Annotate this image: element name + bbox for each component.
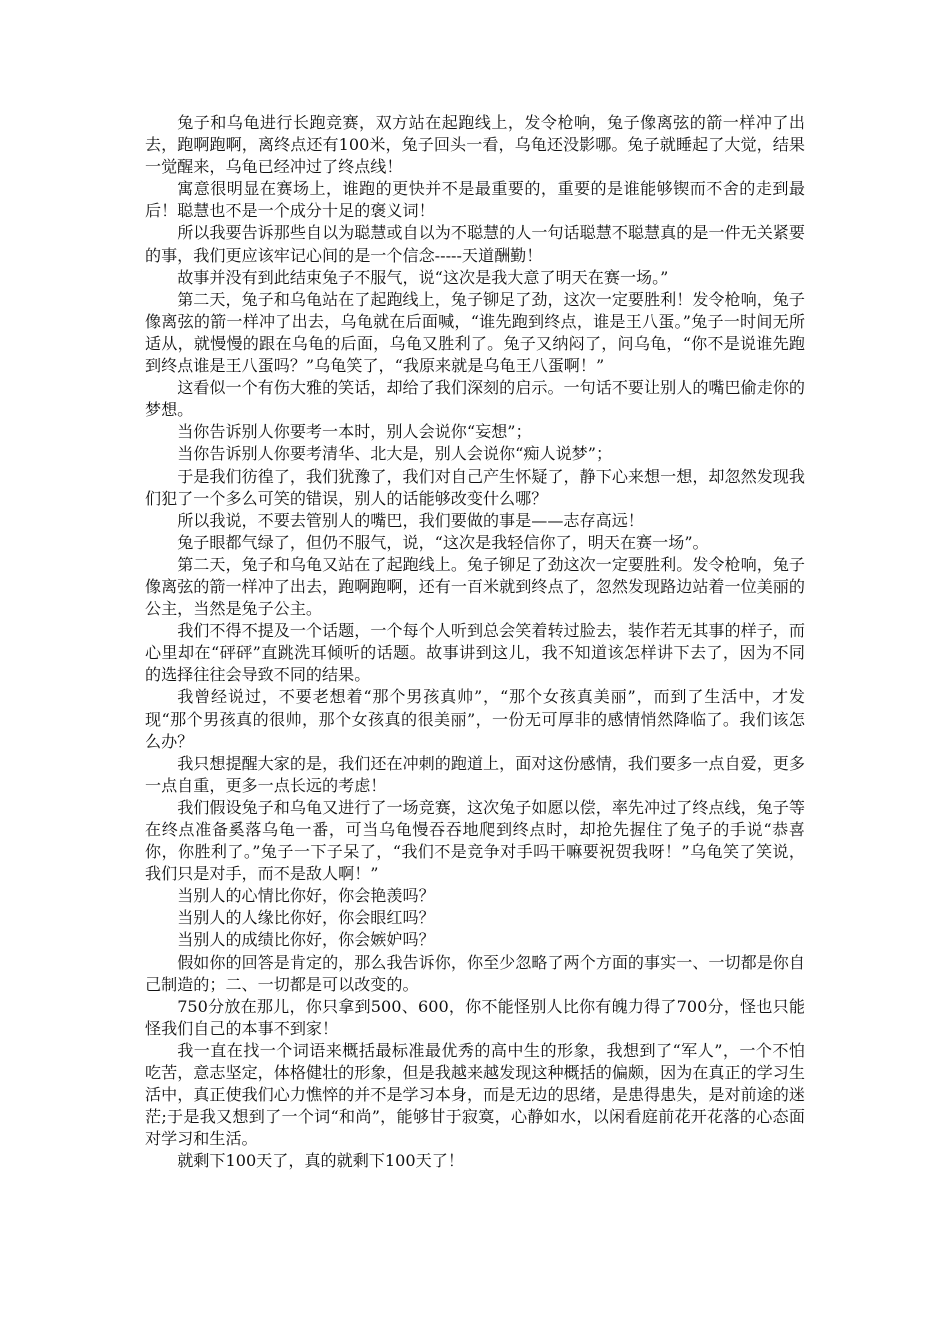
document-body: [145, 112, 805, 1173]
paragraph: 第二天，兔子和乌龟站在了起跑线上，兔子铆足了劲，这次一定要胜利！发令枪响，兔子像离弦的箭一样冲了出去，乌龟就在后面喊，“谁先跑到终点，谁是王八蛋。”兔子一时间无所适从，就慢慢的跟在乌龟的后面，乌龟又胜利了。兔子又纳闷了，问乌龟，“你不是说谁先跑到终点谁是王八蛋吗？”乌龟笑了，“我原来就是乌龟王八蛋啊！”: [145, 289, 805, 376]
paragraph: 750分放在那儿，你只拿到500、600，你不能怪别人比你有魄力得了700分，怪也只能怪我们自己的本事不到家！: [145, 996, 805, 1038]
paragraph: 于是我们彷徨了，我们犹豫了，我们对自己产生怀疑了，静下心来想一想，却忽然发现我们犯了一个多么可笑的错误，别人的话能够改变什么哪？: [145, 466, 805, 508]
paragraph: 故事并没有到此结束兔子不服气，说“这次是我大意了明天在赛一场。”: [177, 267, 669, 287]
paragraph: 当你告诉别人你要考一本时，别人会说你“妄想”；: [177, 422, 532, 442]
paragraph: 当别人的成绩比你好，你会嫉妒吗？: [177, 930, 435, 950]
paragraph: 当你告诉别人你要考清华、北大是，别人会说你“痴人说梦”；: [177, 444, 613, 464]
paragraph: 我们假设兔子和乌龟又进行了一场竞赛，这次兔子如愿以偿，率先冲过了终点线，兔子等在终点准备奚落乌龟一番，可当乌龟慢吞吞地爬到终点时，却抢先握住了兔子的手说“恭喜你，你胜利了。”兔子一下子呆了，“我们不是竞争对手吗干嘛要祝贺我呀！”乌龟笑了笑说，我们只是对手，而不是敌人啊！”: [145, 797, 805, 884]
paragraph: 兔子眼都气绿了，但仍不服气，说，“这次是我轻信你了，明天在赛一场”。: [177, 532, 709, 552]
paragraph: 第二天，兔子和乌龟又站在了起跑线上。兔子铆足了劲这次一定要胜利。发令枪响，兔子像离弦的箭一样冲了出去，跑啊跑啊，还有一百米就到终点了，忽然发现路边站着一位美丽的公主，当然是兔子公主。: [145, 554, 805, 619]
paragraph: 就剩下100天了，真的就剩下100天了！: [177, 1151, 464, 1171]
paragraph: 寓意很明显在赛场上，谁跑的更快并不是最重要的，重要的是谁能够锲而不舍的走到最后！聪慧也不是一个成分十足的褒义词！: [145, 179, 805, 221]
paragraph: 假如你的回答是肯定的，那么我告诉你，你至少忽略了两个方面的事实一、一切都是你自己制造的；二、一切都是可以改变的。: [145, 952, 805, 994]
paragraph: 我一直在找一个词语来概括最标准最优秀的高中生的形象，我想到了“军人”，一个不怕吃苦，意志坚定，体格健壮的形象，但是我越来越发现这种概括的偏颇，因为在真正的学习生活中，真正使我们心力憔悴的并不是学习本身，而是无边的思绪，是患得患失，是对前途的迷茫;于是我又想到了一个词“和尚”，能够甘于寂寞，心静如水，以闲看庭前花开花落的心态面对学习和生活。: [145, 1040, 805, 1149]
paragraph: 所以我要告诉那些自以为聪慧或自以为不聪慧的人一句话聪慧不聪慧真的是一件无关紧要的事，我们更应该牢记心间的是一个信念-----天道酬勤！: [145, 223, 805, 265]
paragraph: 当别人的人缘比你好，你会眼红吗？: [177, 908, 435, 928]
paragraph: 兔子和乌龟进行长跑竞赛，双方站在起跑线上，发令枪响，兔子像离弦的箭一样冲了出去，跑啊跑啊，离终点还有100米，兔子回头一看，乌龟还没影哪。兔子就睡起了大觉，结果一觉醒来，乌龟已经冲过了终点线！: [145, 113, 805, 177]
paragraph: 这看似一个有伤大雅的笑话，却给了我们深刻的启示。一句话不要让别人的嘴巴偷走你的梦想。: [145, 378, 805, 420]
paragraph: 我们不得不提及一个话题，一个每个人听到总会笑着转过脸去，装作若无其事的样子，而心里却在“砰砰”直跳洗耳倾听的话题。故事讲到这儿，我不知道该怎样讲下去了，因为不同的选择往往会导致不同的结果。: [145, 621, 805, 685]
paragraph: 当别人的心情比你好，你会艳羡吗？: [177, 886, 435, 906]
paragraph: 我曾经说过，不要老想着“那个男孩真帅”，“那个女孩真美丽”，而到了生活中，才发现“那个男孩真的很帅，那个女孩真的很美丽”，一份无可厚非的感情悄然降临了。我们该怎么办？: [145, 687, 805, 751]
paragraph: 我只想提醒大家的是，我们还在冲刺的跑道上，面对这份感情，我们要多一点自爱，更多一点自重，更多一点长远的考虑！: [145, 753, 805, 795]
paragraph: 所以我说，不要去管别人的嘴巴，我们要做的事是——志存高远！: [177, 510, 644, 530]
